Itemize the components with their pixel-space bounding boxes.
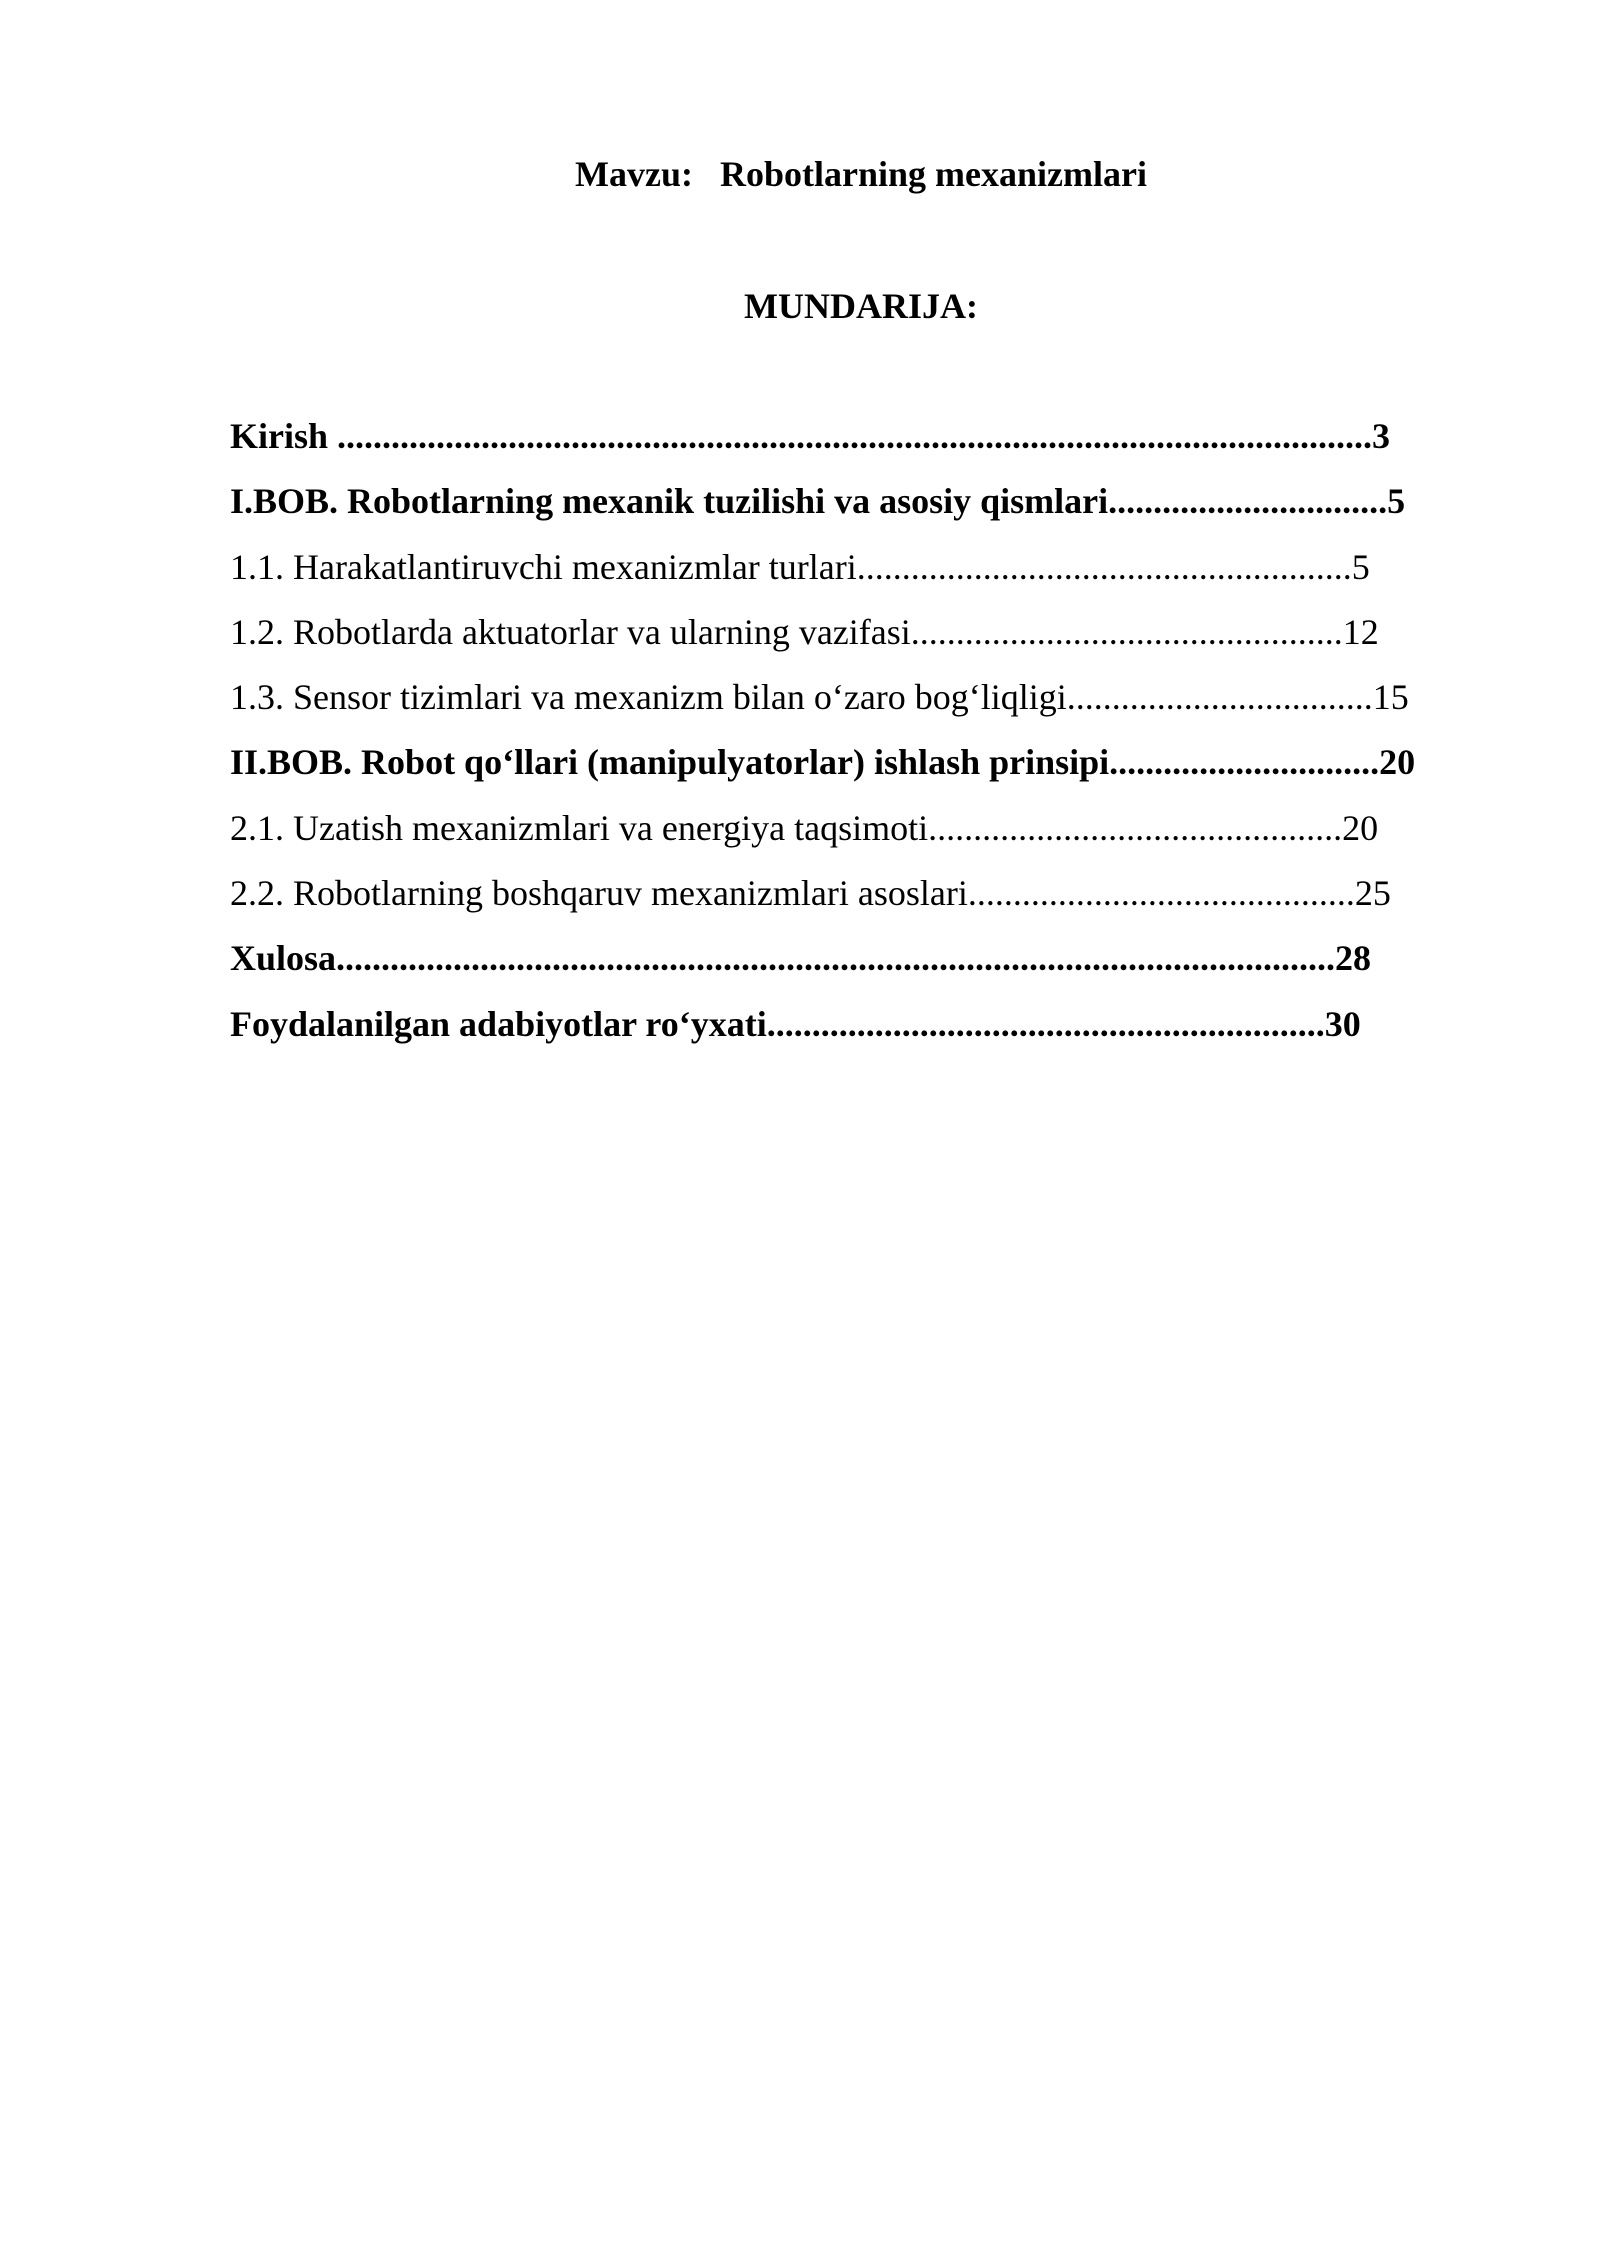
toc-entry-section-2-2: 2.2. Robotlarning boshqaruv mexanizmlari asoslari...........................................25 (230, 873, 1391, 914)
toc-entry-references: Foydalanilgan adabiyotlar ro‘yxati..............................................................30 (230, 1003, 1361, 1044)
table-of-contents (230, 412, 1415, 1065)
toc-entry-section-1-1: 1.1. Harakatlantiruvchi mexanizmlar turlari.......................................................5 (230, 546, 1370, 587)
toc-entry-chapter-2: II.BOB. Robot qo‘llari (manipulyatorlar) ishlash prinsipi..............................20 (230, 742, 1416, 783)
toc-entry-kirish: Kirish ...................................................................................................................3 (230, 416, 1391, 456)
toc-entry-xulosa: Xulosa...............................................................................................................28 (230, 938, 1372, 979)
toc-heading: MUNDARIJA: (744, 286, 978, 326)
toc-entry-section-1-2: 1.2. Robotlarda aktuatorlar va ularning vazifasi................................................12 (230, 611, 1379, 652)
toc-entry-chapter-1: I.BOB. Robotlarning mexanik tuzilishi va asosiy qismlari...............................5 (230, 481, 1406, 522)
toc-entry-section-1-3: 1.3. Sensor tizimlari va mexanizm bilan o‘zaro bog‘liqligi..................................15 (230, 677, 1409, 718)
toc-entry-section-2-1: 2.1. Uzatish mexanizmlari va energiya taqsimoti..............................................20 (230, 807, 1379, 848)
page-title: Mavzu: Robotlarning mexanizmlari (575, 154, 1147, 194)
